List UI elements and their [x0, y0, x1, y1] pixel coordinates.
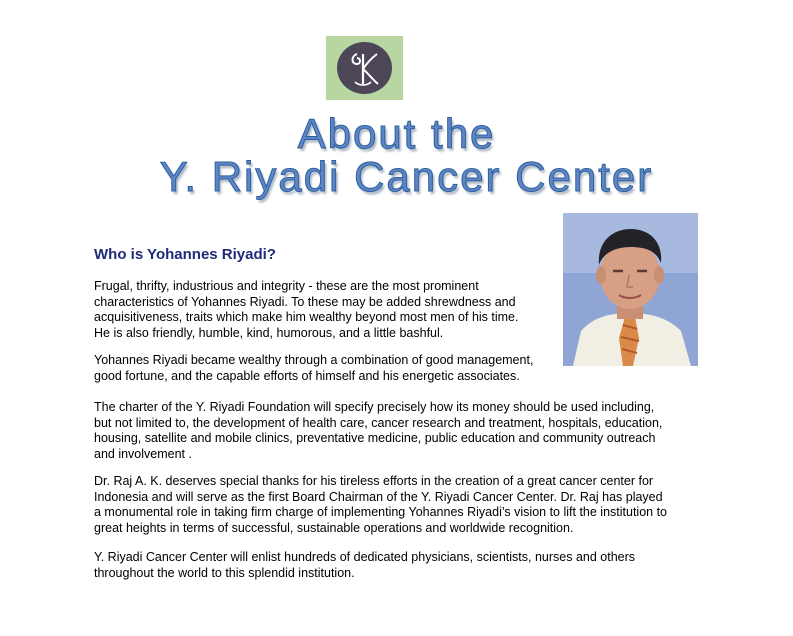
foundation-logo	[326, 36, 403, 100]
paragraph-charter: The charter of the Y. Riyadi Foundation will specify precisely how its money should be used including, but not limited to, the development of health care, cancer research and treatment, hospitals, education, housing, satellite and mobile clinics, preventative medicine, public education and community outreach and involvement .	[94, 400, 663, 461]
logo-emblem	[337, 42, 392, 94]
paragraph-mission: Y. Riyadi Cancer Center will enlist hundreds of dedicated physicians, scientists, nurses and others throughout the world to this splendid institution.	[94, 550, 636, 580]
portrait-photo	[563, 213, 698, 366]
paragraph-thanks: Dr. Raj A. K. deserves special thanks for his tireless efforts in the creation of a great cancer center for Indonesia and will serve as the first Board Chairman of the Y. Riyadi Cancer Center. Dr. Raj has played a monumental role in taking firm charge of implementing Yohannes Riyadi’s vision to lift the institution to great heights in terms of successful, sustainable operations and worldwide recognition.	[94, 474, 667, 535]
paragraph-characteristics: Frugal, thrifty, industrious and integrity - these are the most prominent characteristics of Yohannes Riyadi. To these may be added shrewdness and acquisitiveness, traits which make him wealthy beyond most men of his time. He is also friendly, humble, kind, humorous, and a little bashful.	[94, 279, 519, 340]
page-title-line-1: About the	[297, 110, 496, 157]
logo-monogram-icon	[337, 42, 392, 94]
paragraph-wealth: Yohannes Riyadi became wealthy through a combination of good management, good fortune, and the capable efforts of himself and his energetic associates.	[94, 353, 534, 383]
section-heading: Who is Yohannes Riyadi?	[94, 246, 276, 263]
page-title-line-2: Y. Riyadi Cancer Center	[159, 153, 654, 200]
